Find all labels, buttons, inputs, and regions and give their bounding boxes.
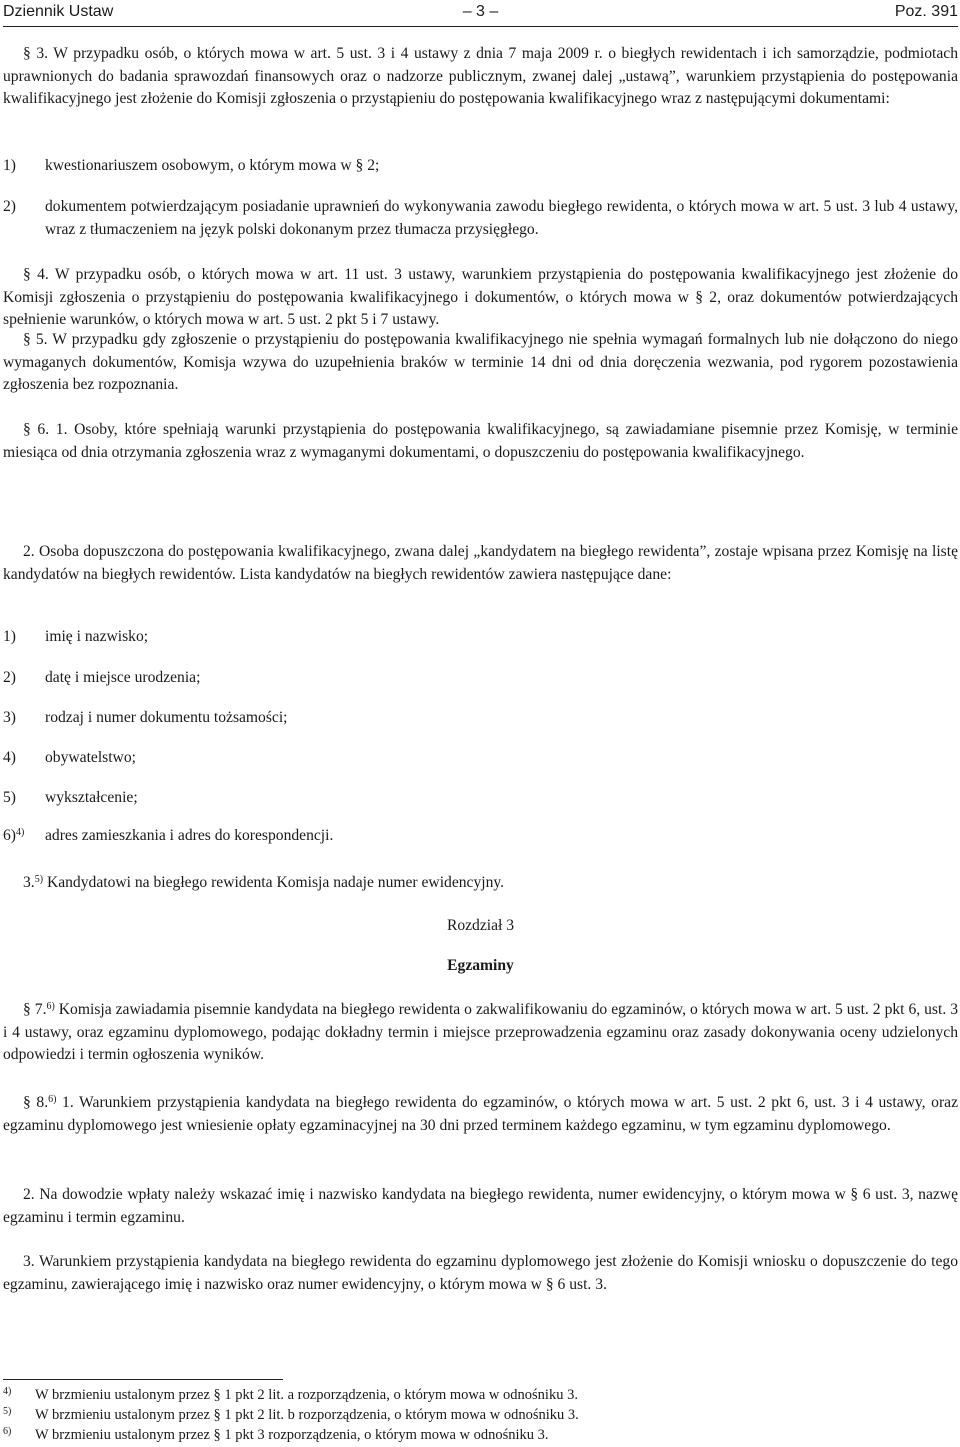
footnote-reference: 6) — [46, 1001, 55, 1012]
list-item-text: wykształcenie; — [45, 789, 138, 806]
page-header — [3, 0, 958, 27]
paragraph-8-1 — [3, 1092, 958, 1137]
paragraph-4 — [3, 264, 958, 332]
list-item-text: adres zamieszkania i adres do korespondencji. — [45, 827, 334, 844]
paragraph-6-2-text: 2. Osoba dopuszczona do postępowania kwalifikacyjnego, zwana dalej „kandydatem na biegłego rewidenta”, zostaje wpisana przez Komisję na listę kandydatów na biegłych rewidentów. Lista kandydatów na biegłych rewidentów zawiera następujące dane: — [3, 543, 958, 583]
paragraph-8-3 — [3, 1251, 958, 1296]
paragraph-7 — [3, 999, 958, 1067]
paragraph-5 — [3, 329, 958, 397]
paragraph-8-prefix: § 8. — [23, 1094, 49, 1111]
list-item-number: 1) — [3, 628, 16, 645]
footnote-text: W brzmieniu ustalonym przez § 1 pkt 3 rozporządzenia, o którym mowa w odnośniku 3. — [35, 1427, 549, 1443]
paragraph-8-2-text: 2. Na dowodzie wpłaty należy wskazać imię i nazwisko kandydata na biegłego rewidenta, numer ewidencyjny, o którym mowa w § 6 ust. 3, nazwę egzaminu i termin egzaminu. — [3, 1186, 958, 1226]
footnote-reference: 5) — [34, 874, 44, 885]
paragraph-5-text: § 5. W przypadku gdy zgłoszenie o przystąpieniu do postępowania kwalifikacyjnego nie spełnia wymagań formalnych lub nie dołączono do niego wymaganych dokumentów, Komisja wzywa do uzupełnienia braków w terminie 14 dni od dnia doręczenia wezwania, pod rygorem pozostawienia zgłoszenia bez rozpoznania. — [3, 331, 958, 393]
list-item-text: rodzaj i numer dokumentu tożsamości; — [45, 709, 288, 726]
footnote-divider — [3, 1379, 283, 1380]
paragraph-6-3-prefix: 3. — [23, 874, 35, 891]
chapter-title: Egzaminy — [447, 957, 514, 974]
list-item-number: 2) — [3, 198, 16, 215]
list-item-number: 3) — [3, 709, 16, 726]
footnote-number: 5) — [3, 1406, 12, 1417]
list-item — [3, 626, 958, 649]
paragraph-7-prefix: § 7. — [23, 1001, 47, 1018]
paragraph-8-1-text: 1. Warunkiem przystąpienia kandydata na biegłego rewidenta do egzaminów, o których mowa w art. 5 ust. 2 pkt 6, ust. 3 i 4 ustawy, oraz egzaminu dyplomowego jest wniesienie opłaty egzaminacyjnej na 30 dni przed terminem każdego egzaminu, w tym egzaminu dyplomowego. — [3, 1094, 959, 1134]
paragraph-4-text: § 4. W przypadku osób, o których mowa w art. 11 ust. 3 ustawy, warunkiem przystąpienia do postępowania kwalifikacyjnego jest złożenie do Komisji zgłoszenia o przystąpieniu do postępowania kwalifikacyjnego i dokumentów, o których mowa w § 2, oraz dokumentów potwierdzających spełnienie warunków, o których mowa w art. 5 ust. 2 pkt 5 i 7 ustawy. — [3, 266, 958, 328]
list-item-text: obywatelstwo; — [45, 749, 136, 766]
position-number: Poz. 391 — [894, 3, 958, 20]
list-item-number: 5) — [3, 789, 16, 806]
footnote — [3, 1406, 958, 1424]
list-item-number: 4) — [3, 749, 16, 766]
list-item — [3, 155, 958, 178]
paragraph-8-2 — [3, 1184, 958, 1229]
paragraph-8-3-text: 3. Warunkiem przystąpienia kandydata na biegłego rewidenta do egzaminu dyplomowego jest złożenie do Komisji wniosku o dopuszczenie do tego egzaminu, zawierającego imię i nazwisko oraz numer ewidencyjny, o którym mowa w § 6 ust. 3. — [3, 1253, 958, 1293]
list-item — [3, 747, 958, 770]
footnote-text: W brzmieniu ustalonym przez § 1 pkt 2 lit. a rozporządzenia, o którym mowa w odnośniku 3. — [35, 1387, 578, 1403]
footnote-text: W brzmieniu ustalonym przez § 1 pkt 2 lit. b rozporządzenia, o którym mowa w odnośniku 3. — [35, 1407, 579, 1423]
list-item-number: 1) — [3, 157, 16, 174]
footnote-reference: 6) — [48, 1094, 57, 1105]
list-item-text: imię i nazwisko; — [45, 628, 149, 645]
list-item — [3, 707, 958, 730]
list-item-text: kwestionariuszem osobowym, o którym mowa w § 2; — [45, 157, 380, 174]
chapter-label: Rozdział 3 — [446, 917, 515, 934]
list-item-text: dokumentem potwierdzającym posiadanie uprawnień do wykonywania zawodu biegłego rewidenta, o których mowa w art. 5 ust. 3 lub 4 ustawy, wraz z tłumaczeniem na język polski dokonanym przez tłumacza przysięgłego. — [45, 198, 958, 238]
paragraph-3 — [3, 43, 958, 111]
footnote-reference: 4) — [16, 827, 25, 838]
list-item — [3, 787, 958, 810]
paragraph-6-3-text: Kandydatowi na biegłego rewidenta Komisja nadaje numer ewidencyjny. — [46, 874, 505, 891]
paragraph-6-1-text: § 6. 1. Osoby, które spełniają warunki przystąpienia do postępowania kwalifikacyjnego, są zawiadamiane pisemnie przez Komisję, w terminie miesiąca od dnia otrzymania zgłoszenia wraz z wymaganymi dokumentami, o dopuszczeniu do postępowania kwalifikacyjnego. — [3, 421, 958, 461]
paragraph-3-text: § 3. W przypadku osób, o których mowa w art. 5 ust. 3 i 4 ustawy z dnia 7 maja 2009 r. o biegłych rewidentach i ich samorządzie, podmiotach uprawnionych do badania sprawozdań finansowych oraz o nadzorze publicznym, zwanej dalej „ustawą”, warunkiem przystąpienia do postępowania kwalifikacyjnego jest złożenie do Komisji zgłoszenia o przystąpieniu do postępowania kwalifikacyjnego wraz z następującymi dokumentami: — [3, 45, 958, 107]
paragraph-7-text: Komisja zawiadamia pisemnie kandydata na biegłego rewidenta o zakwalifikowaniu do egzaminów, o których mowa w art. 5 ust. 2 pkt 6, ust. 3 i 4 ustawy, oraz egzaminu dyplomowego, podając dokładny termin i miejsce przeprowadzenia egzaminu oraz zasady dokonywania oceny udzielonych odpowiedzi i termin ogłoszenia wyników. — [3, 1001, 958, 1063]
footnote — [3, 1386, 958, 1404]
paragraph-6-2 — [3, 541, 958, 586]
list-item — [3, 667, 958, 690]
footnote — [3, 1426, 958, 1444]
list-item-text: datę i miejsce urodzenia; — [45, 669, 201, 686]
paragraph-6-3 — [3, 872, 958, 895]
list-item-number: 2) — [3, 669, 16, 686]
publication-title: Dziennik Ustaw — [3, 3, 114, 20]
footnote-number: 4) — [3, 1386, 12, 1397]
list-item — [3, 196, 958, 241]
footnote-number: 6) — [3, 1426, 12, 1437]
document-page — [3, 0, 959, 1443]
list-item-number: 6)$^{4)}$ — [3, 827, 25, 844]
list-item — [3, 825, 958, 848]
paragraph-6-1 — [3, 419, 958, 464]
page-number: – 3 – — [462, 3, 499, 20]
